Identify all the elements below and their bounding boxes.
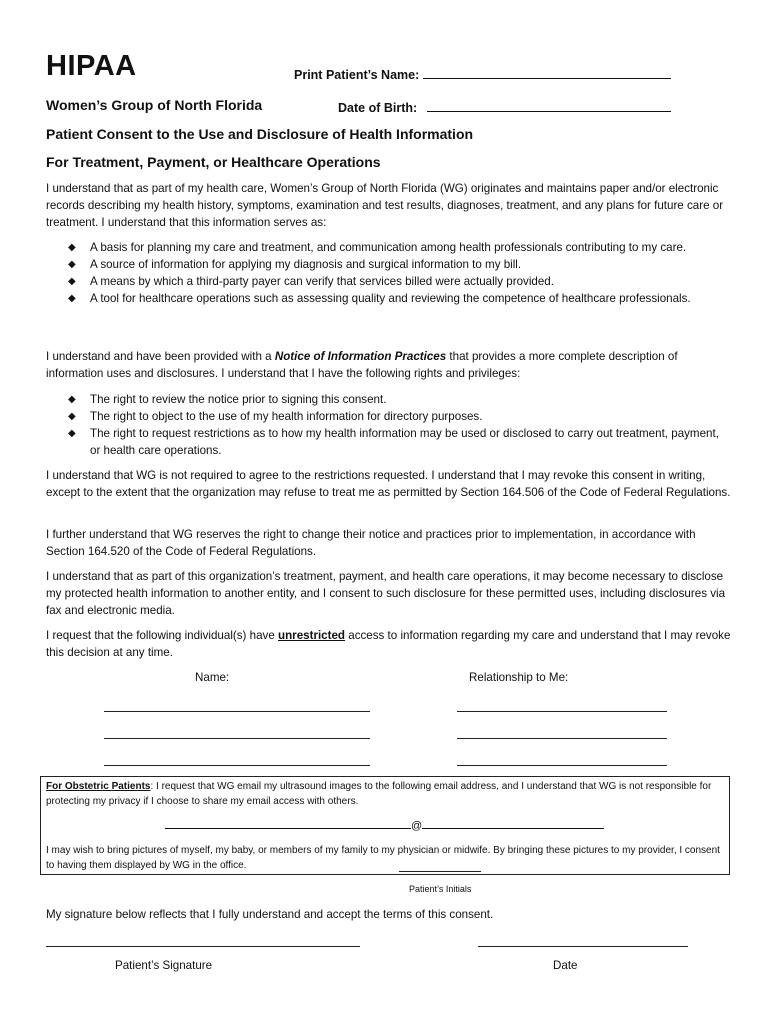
unrestricted-emphasis: unrestricted [278, 629, 346, 642]
print-name-row [294, 66, 671, 82]
dob-row [338, 99, 671, 115]
disclosure-paragraph: I understand that as part of this organization’s treatment, payment, and health care operations, it may become necessary to disclose my protected health information to another entity, and I consent to such disclosure for these permitted uses, including disclosures via fax and electronic media. [46, 570, 726, 617]
relationship-field-2[interactable] [457, 737, 667, 739]
pictures-consent-text: I may wish to bring pictures of myself, my baby, or members of my family to my physician or midwife. By bringing these pictures to my provider, I consent to having them displayed by WG in the office. [46, 845, 720, 871]
obstetric-label: For Obstetric Patients [46, 781, 151, 792]
list-item: ◆ The right to request restrictions as to how my health information may be used or disclosed to carry out treatment, payment, or health care operations. [68, 427, 719, 457]
restrictions-paragraph: I understand that WG is not required to agree to the restrictions requested. I understand that I may revoke this consent in writing, except to the extent that the organization may refuse to treat me as permitted by Section 164.506 of the Code of Federal Regulations. [46, 469, 731, 499]
at-sign: @ [411, 820, 423, 832]
list-item: ◆ The right to review the notice prior to signing this consent. [68, 393, 387, 406]
dob-field[interactable] [427, 99, 671, 112]
list-item: ◆ The right to object to the use of my health information for directory purposes. [68, 410, 483, 423]
diamond-bullet-icon: ◆ [68, 394, 76, 405]
authorized-name-field-3[interactable] [104, 764, 370, 766]
signature-statement: My signature below reflects that I fully understand and accept the terms of this consent. [46, 908, 494, 921]
diamond-bullet-icon: ◆ [68, 276, 76, 287]
list-item: ◆ A basis for planning my care and treatment, and communication among health professionals contributing to my care. [68, 241, 687, 254]
relationship-field-3[interactable] [457, 764, 667, 766]
uses-list [46, 239, 730, 307]
email-row [165, 818, 604, 832]
notice-paragraph: I understand and have been provided with a Notice of Information Practices that provides a more complete description of information uses and disclosures. I understand that I have the following rights and privileges: [46, 350, 678, 380]
print-name-label: Print Patient’s Name: [294, 68, 420, 82]
name-column-label: Name: [195, 671, 230, 684]
email-user-field[interactable] [165, 818, 411, 829]
signature-label: Patient’s Signature [115, 959, 213, 972]
org-name: Women’s Group of North Florida [46, 97, 263, 113]
heading-treatment: For Treatment, Payment, or Healthcare Operations [46, 154, 381, 170]
intro-paragraph: I understand that as part of my health care, Women’s Group of North Florida (WG) originates and maintains paper and/or electronic records describing my health history, symptoms, examination and test results, diagnoses, treatment, and any plans for future care or treatment. I understand that this information serves as: [46, 182, 724, 229]
initials-field[interactable] [399, 870, 481, 872]
authorized-name-field-1[interactable] [104, 710, 370, 712]
date-field[interactable] [478, 945, 688, 947]
diamond-bullet-icon: ◆ [68, 259, 76, 270]
list-item: ◆ A tool for healthcare operations such as assessing quality and reviewing the competence of healthcare professionals. [68, 292, 691, 305]
relationship-field-1[interactable] [457, 710, 667, 712]
rights-list [46, 391, 730, 459]
initials-label: Patient’s Initials [409, 884, 472, 894]
diamond-bullet-icon: ◆ [68, 428, 76, 439]
patient-signature-field[interactable] [46, 945, 360, 947]
diamond-bullet-icon: ◆ [68, 411, 76, 422]
obstetric-email-text: For Obstetric Patients: I request that WG email my ultrasound images to the following email address, and I understand that WG is not responsible for protecting my privacy if I choose to share my email access with others. [46, 781, 712, 807]
authorized-name-field-2[interactable] [104, 737, 370, 739]
request-paragraph: I request that the following individual(s) have unrestricted access to information regarding my care and understand that I may revoke this decision at any time. [46, 629, 731, 659]
notice-title: Notice of Information Practices [274, 350, 447, 363]
diamond-bullet-icon: ◆ [68, 293, 76, 304]
form-title: HIPAA [46, 50, 137, 82]
heading-consent: Patient Consent to the Use and Disclosure of Health Information [46, 126, 474, 142]
list-item: ◆ A means by which a third-party payer can verify that services billed were actually provided. [68, 275, 554, 288]
reserves-paragraph: I further understand that WG reserves the right to change their notice and practices prior to implementation, in accordance with Section 164.520 of the Code of Federal Regulations. [46, 528, 696, 558]
relationship-column-label: Relationship to Me: [469, 671, 569, 684]
dob-label: Date of Birth: [338, 101, 418, 115]
diamond-bullet-icon: ◆ [68, 242, 76, 253]
list-item: ◆ A source of information for applying my diagnosis and surgical information to my bill. [68, 258, 522, 271]
email-domain-field[interactable] [422, 818, 604, 829]
patient-name-field[interactable] [423, 66, 671, 79]
date-label: Date [553, 959, 578, 972]
